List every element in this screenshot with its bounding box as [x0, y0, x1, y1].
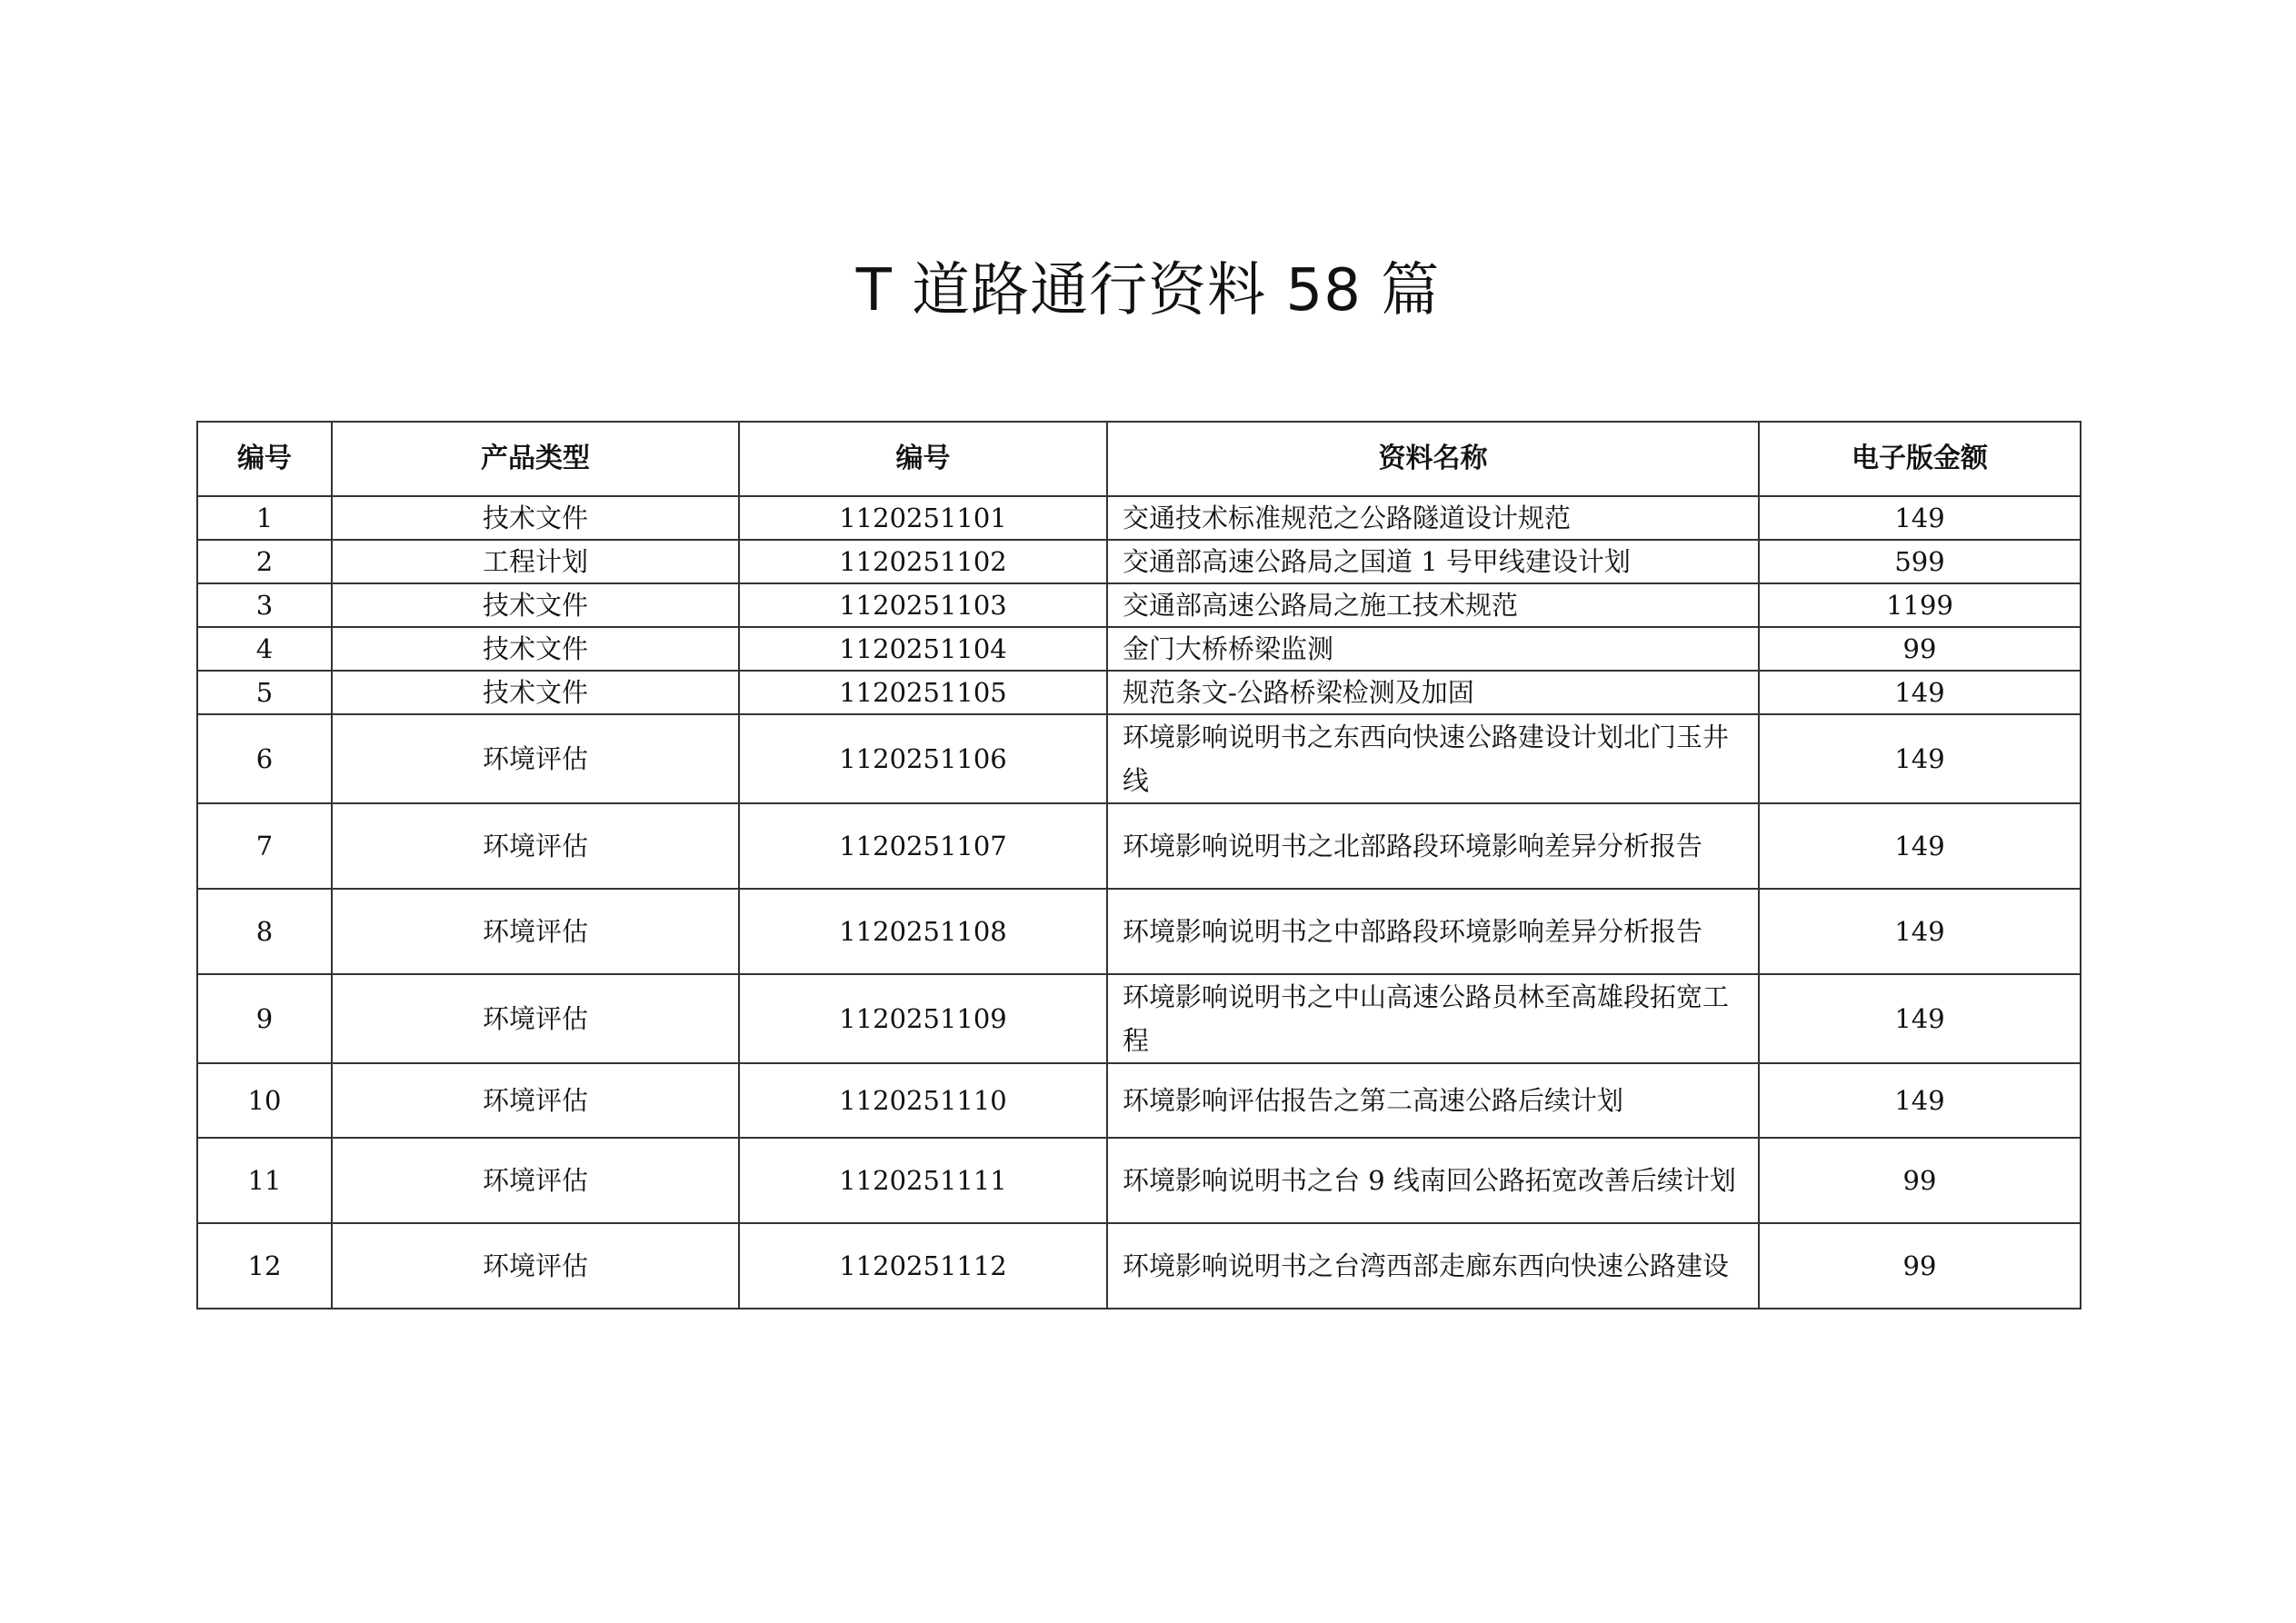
- cell-document-name: 环境影响说明书之东西向快速公路建设计划北门玉井线: [1107, 714, 1759, 803]
- cell-code: 1120251109: [739, 974, 1107, 1063]
- page-title: T 道路通行资料 58 篇: [855, 257, 1441, 324]
- cell-product-type: 技术文件: [332, 671, 739, 714]
- table-row: [197, 540, 2081, 583]
- cell-number: 3: [197, 583, 332, 627]
- cell-code: 1120251102: [739, 540, 1107, 583]
- table-row: [197, 1138, 2081, 1223]
- cell-product-type: 技术文件: [332, 496, 739, 540]
- cell-price: 149: [1759, 1063, 2081, 1138]
- table-row: [197, 583, 2081, 627]
- cell-code: 1120251108: [739, 889, 1107, 974]
- cell-document-name: 环境影响说明书之中山高速公路员林至高雄段拓宽工程: [1107, 974, 1759, 1063]
- table-row: [197, 1063, 2081, 1138]
- cell-product-type: 环境评估: [332, 803, 739, 889]
- cell-document-name: 交通技术标准规范之公路隧道设计规范: [1107, 496, 1759, 540]
- table-row: [197, 627, 2081, 671]
- cell-product-type: 环境评估: [332, 974, 739, 1063]
- cell-number: 2: [197, 540, 332, 583]
- table-row: [197, 974, 2081, 1063]
- table-row: [197, 889, 2081, 974]
- cell-product-type: 环境评估: [332, 889, 739, 974]
- cell-product-type: 技术文件: [332, 627, 739, 671]
- cell-product-type: 环境评估: [332, 1223, 739, 1309]
- cell-document-name: 环境影响说明书之台 9 线南回公路拓宽改善后续计划: [1107, 1138, 1759, 1223]
- cell-product-type: 技术文件: [332, 583, 739, 627]
- cell-code: 1120251104: [739, 627, 1107, 671]
- header-number: 编号: [197, 422, 332, 496]
- cell-price: 99: [1759, 627, 2081, 671]
- cell-document-name: 金门大桥桥梁监测: [1107, 627, 1759, 671]
- cell-price: 149: [1759, 714, 2081, 803]
- cell-number: 6: [197, 714, 332, 803]
- cell-product-type: 工程计划: [332, 540, 739, 583]
- cell-document-name: 环境影响说明书之中部路段环境影响差异分析报告: [1107, 889, 1759, 974]
- cell-code: 1120251107: [739, 803, 1107, 889]
- cell-price: 599: [1759, 540, 2081, 583]
- table-body: [197, 496, 2081, 1309]
- cell-number: 8: [197, 889, 332, 974]
- cell-number: 12: [197, 1223, 332, 1309]
- cell-document-name: 交通部高速公路局之国道 1 号甲线建设计划: [1107, 540, 1759, 583]
- header-price: 电子版金额: [1759, 422, 2081, 496]
- cell-code: 1120251101: [739, 496, 1107, 540]
- cell-product-type: 环境评估: [332, 1063, 739, 1138]
- cell-product-type: 环境评估: [332, 714, 739, 803]
- cell-price: 149: [1759, 496, 2081, 540]
- cell-code: 1120251110: [739, 1063, 1107, 1138]
- cell-document-name: 环境影响评估报告之第二高速公路后续计划: [1107, 1063, 1759, 1138]
- cell-number: 9: [197, 974, 332, 1063]
- cell-code: 1120251103: [739, 583, 1107, 627]
- cell-price: 149: [1759, 671, 2081, 714]
- table-row: [197, 496, 2081, 540]
- cell-number: 1: [197, 496, 332, 540]
- header-product-type: 产品类型: [332, 422, 739, 496]
- cell-document-name: 规范条文-公路桥梁检测及加固: [1107, 671, 1759, 714]
- cell-price: 1199: [1759, 583, 2081, 627]
- cell-code: 1120251105: [739, 671, 1107, 714]
- cell-price: 149: [1759, 803, 2081, 889]
- table-row: [197, 803, 2081, 889]
- cell-price: 99: [1759, 1223, 2081, 1309]
- cell-number: 5: [197, 671, 332, 714]
- cell-number: 11: [197, 1138, 332, 1223]
- catalog-table: [196, 421, 2081, 1309]
- table-row: [197, 714, 2081, 803]
- cell-code: 1120251106: [739, 714, 1107, 803]
- cell-price: 149: [1759, 889, 2081, 974]
- cell-document-name: 环境影响说明书之北部路段环境影响差异分析报告: [1107, 803, 1759, 889]
- table-header: [197, 422, 2081, 496]
- cell-number: 10: [197, 1063, 332, 1138]
- header-row: [197, 422, 2081, 496]
- cell-number: 7: [197, 803, 332, 889]
- table-row: [197, 1223, 2081, 1309]
- cell-price: 99: [1759, 1138, 2081, 1223]
- cell-price: 149: [1759, 974, 2081, 1063]
- table-row: [197, 671, 2081, 714]
- cell-document-name: 交通部高速公路局之施工技术规范: [1107, 583, 1759, 627]
- cell-product-type: 环境评估: [332, 1138, 739, 1223]
- cell-code: 1120251112: [739, 1223, 1107, 1309]
- cell-number: 4: [197, 627, 332, 671]
- header-code: 编号: [739, 422, 1107, 496]
- cell-document-name: 环境影响说明书之台湾西部走廊东西向快速公路建设: [1107, 1223, 1759, 1309]
- header-document-name: 资料名称: [1107, 422, 1759, 496]
- cell-code: 1120251111: [739, 1138, 1107, 1223]
